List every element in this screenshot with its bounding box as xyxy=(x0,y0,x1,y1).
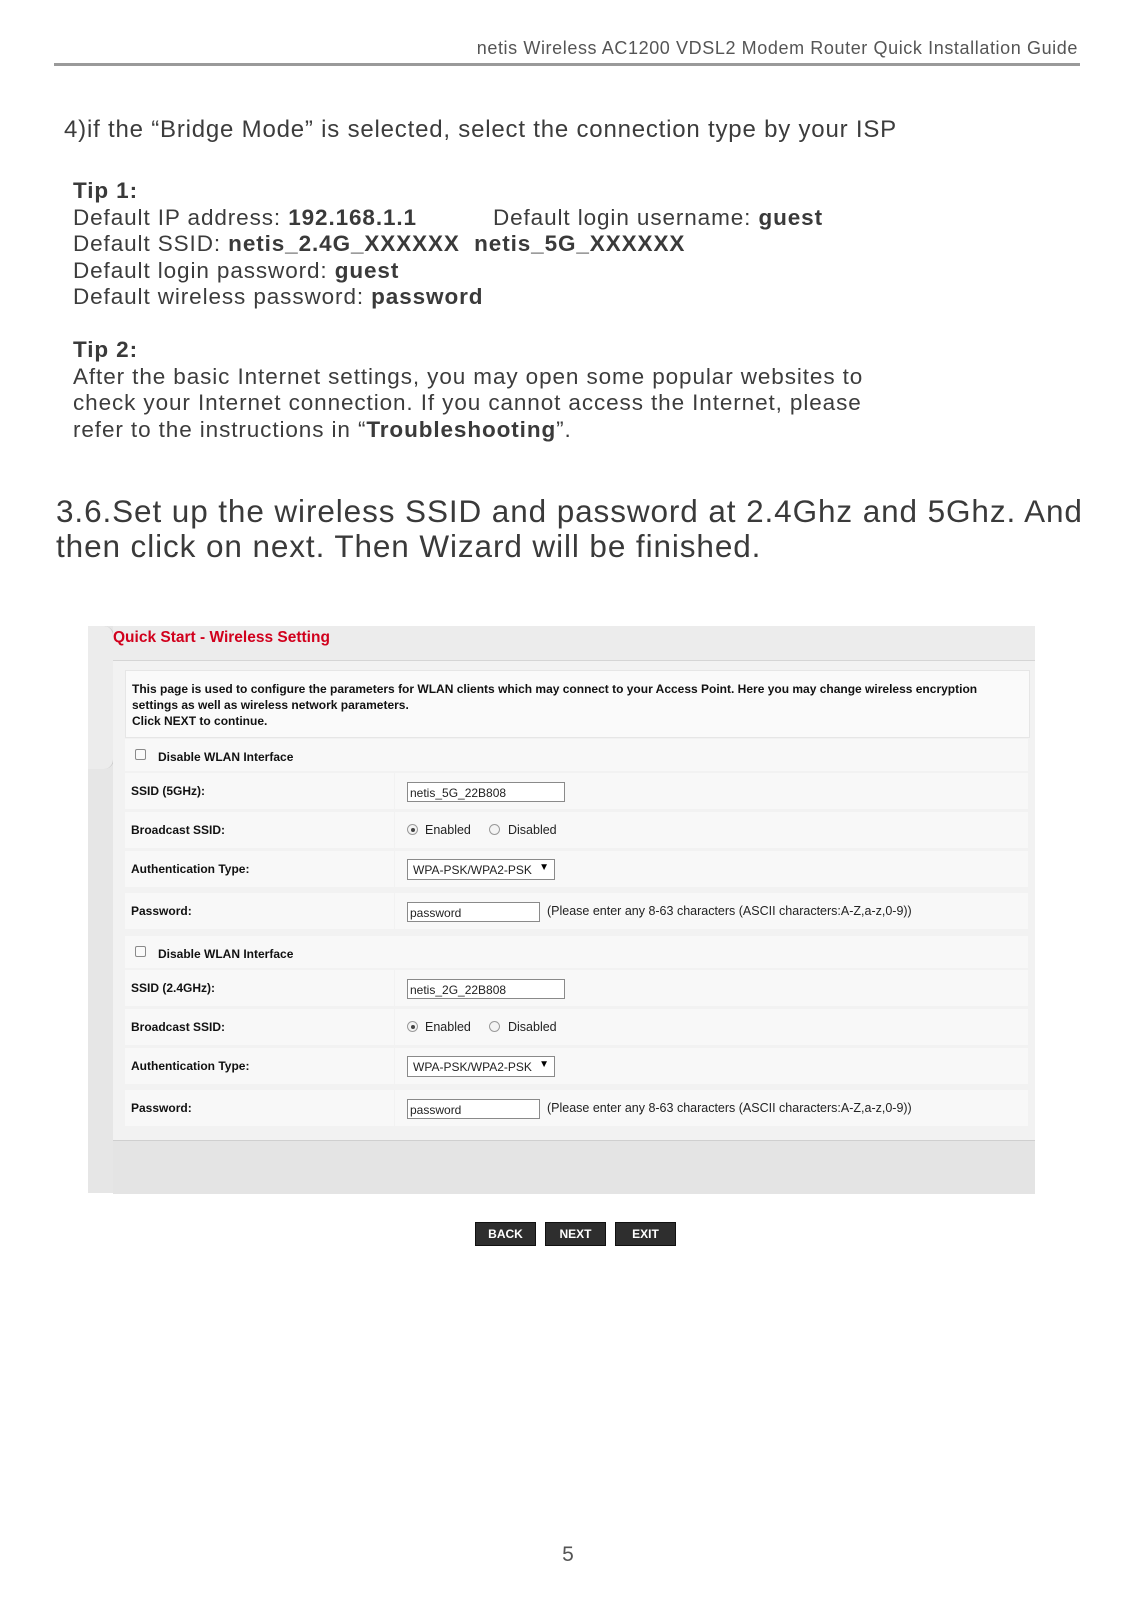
default-login-password-value: guest xyxy=(334,257,400,283)
dropdown-arrow-icon: ▼ xyxy=(539,862,549,873)
description-line-2: settings as well as wireless network parameters. xyxy=(132,698,409,712)
default-ssid-5-value: netis_5G_XXXXXX xyxy=(474,231,686,256)
section-heading-line-2: then click on next. Then Wizard will be finished. xyxy=(56,528,762,564)
password-5g-hint: (Please enter any 8-63 characters (ASCII characters:A-Z,a-z,0-9)) xyxy=(547,904,912,918)
screenshot-title: Quick Start - Wireless Setting xyxy=(113,629,330,646)
section-heading xyxy=(56,494,1096,564)
tip-2-line-3-suffix: ”. xyxy=(556,416,572,442)
broadcast-ssid-24g-row xyxy=(125,1009,1028,1045)
page-number: 5 xyxy=(562,1543,574,1566)
broadcast-5g-disabled-radio[interactable] xyxy=(489,824,500,835)
auth-type-5g-label: Authentication Type: xyxy=(131,862,250,876)
default-login-password-label: Default login password: xyxy=(73,257,335,283)
tip-2 xyxy=(73,337,863,443)
description-line-1: This page is used to configure the parameters for WLAN clients which may connect to your Access Point. Here you may change wireless encryption xyxy=(132,682,978,696)
ssid-5g-row xyxy=(125,773,1028,809)
description-line-3: Click NEXT to continue. xyxy=(132,714,268,728)
default-ip-label: Default IP address: xyxy=(73,204,289,230)
exit-button[interactable]: EXIT xyxy=(615,1222,676,1246)
default-wireless-password-value: password xyxy=(371,284,484,309)
next-button[interactable]: NEXT xyxy=(545,1222,606,1246)
tip-1-heading: Tip 1: xyxy=(73,178,138,203)
disable-wlan-24g-row xyxy=(125,936,1028,972)
broadcast-24g-disabled-radio[interactable] xyxy=(489,1021,500,1032)
back-button[interactable]: BACK xyxy=(475,1222,536,1246)
disable-wlan-5g-checkbox[interactable] xyxy=(135,749,146,760)
disable-wlan-5g-label: Disable WLAN Interface xyxy=(158,750,294,764)
broadcast-5g-enabled-radio[interactable] xyxy=(407,824,418,835)
screenshot-description xyxy=(125,670,1030,738)
disable-wlan-24g-checkbox[interactable] xyxy=(135,946,146,957)
troubleshooting-reference: Troubleshooting xyxy=(366,416,557,442)
section-heading-line-1: 3.6.Set up the wireless SSID and password at 2.4Ghz and 5Ghz. And xyxy=(56,493,1083,529)
broadcast-ssid-5g-row xyxy=(125,812,1028,848)
default-username-value: guest xyxy=(758,204,823,230)
auth-type-24g-value: WPA-PSK/WPA2-PSK xyxy=(413,1060,532,1074)
tip-2-line-3-prefix: refer to the instructions in “ xyxy=(73,416,367,442)
wireless-setting-screenshot xyxy=(88,626,1035,1241)
default-username-label: Default login username: xyxy=(492,204,759,230)
ssid-24g-input[interactable]: netis_2G_22B808 xyxy=(407,979,565,999)
tip-2-line-1: After the basic Internet settings, you may open some popular websites to xyxy=(73,363,864,389)
header-title: netis Wireless AC1200 VDSL2 Modem Router Quick Installation Guide xyxy=(476,38,1078,58)
auth-type-5g-select[interactable] xyxy=(407,859,555,880)
ssid-5g-label: SSID (5GHz): xyxy=(131,784,206,798)
auth-type-24g-select[interactable] xyxy=(407,1056,555,1077)
ssid-5g-input[interactable]: netis_5G_22B808 xyxy=(407,782,565,802)
broadcast-ssid-5g-label: Broadcast SSID: xyxy=(131,823,226,837)
auth-type-5g-row xyxy=(125,851,1028,887)
broadcast-5g-disabled-label: Disabled xyxy=(508,823,557,837)
screenshot-sidebar xyxy=(88,626,114,769)
default-wireless-password-label: Default wireless password: xyxy=(73,284,372,309)
tip-2-line-2: check your Internet connection. If you cannot access the Internet, please xyxy=(73,390,862,415)
header-rule xyxy=(54,63,1080,66)
broadcast-24g-disabled-label: Disabled xyxy=(508,1020,557,1034)
broadcast-5g-enabled-label: Enabled xyxy=(425,823,471,837)
password-24g-hint: (Please enter any 8-63 characters (ASCII characters:A-Z,a-z,0-9)) xyxy=(547,1101,912,1115)
password-5g-label: Password: xyxy=(131,904,192,918)
broadcast-24g-enabled-label: Enabled xyxy=(425,1020,471,1034)
auth-type-24g-row xyxy=(125,1048,1028,1084)
auth-type-5g-value: WPA-PSK/WPA2-PSK xyxy=(413,863,532,877)
screenshot-title-bar xyxy=(113,626,1035,660)
password-5g-input[interactable]: password xyxy=(407,902,540,922)
broadcast-24g-enabled-radio[interactable] xyxy=(407,1021,418,1032)
step-4-text: 4)if the “Bridge Mode” is selected, select the connection type by your ISP xyxy=(64,116,897,143)
ssid-24g-label: SSID (2.4GHz): xyxy=(131,981,216,995)
dropdown-arrow-icon: ▼ xyxy=(539,1059,549,1070)
tip-1 xyxy=(73,178,823,311)
screenshot-button-bar xyxy=(113,1140,1035,1194)
tip-2-heading: Tip 2: xyxy=(73,337,138,362)
auth-type-24g-label: Authentication Type: xyxy=(131,1059,250,1073)
password-5g-row xyxy=(125,893,1028,929)
password-24g-row xyxy=(125,1090,1028,1126)
ssid-24g-row xyxy=(125,970,1028,1006)
default-ssid-label: Default SSID: xyxy=(73,231,229,256)
default-ip-value: 192.168.1.1 xyxy=(288,204,417,230)
password-24g-label: Password: xyxy=(131,1101,192,1115)
disable-wlan-24g-label: Disable WLAN Interface xyxy=(158,947,294,961)
default-ssid-24-value: netis_2.4G_XXXXXX xyxy=(228,231,460,256)
password-24g-input[interactable]: password xyxy=(407,1099,540,1119)
broadcast-ssid-24g-label: Broadcast SSID: xyxy=(131,1020,226,1034)
disable-wlan-5g-row xyxy=(125,739,1028,775)
